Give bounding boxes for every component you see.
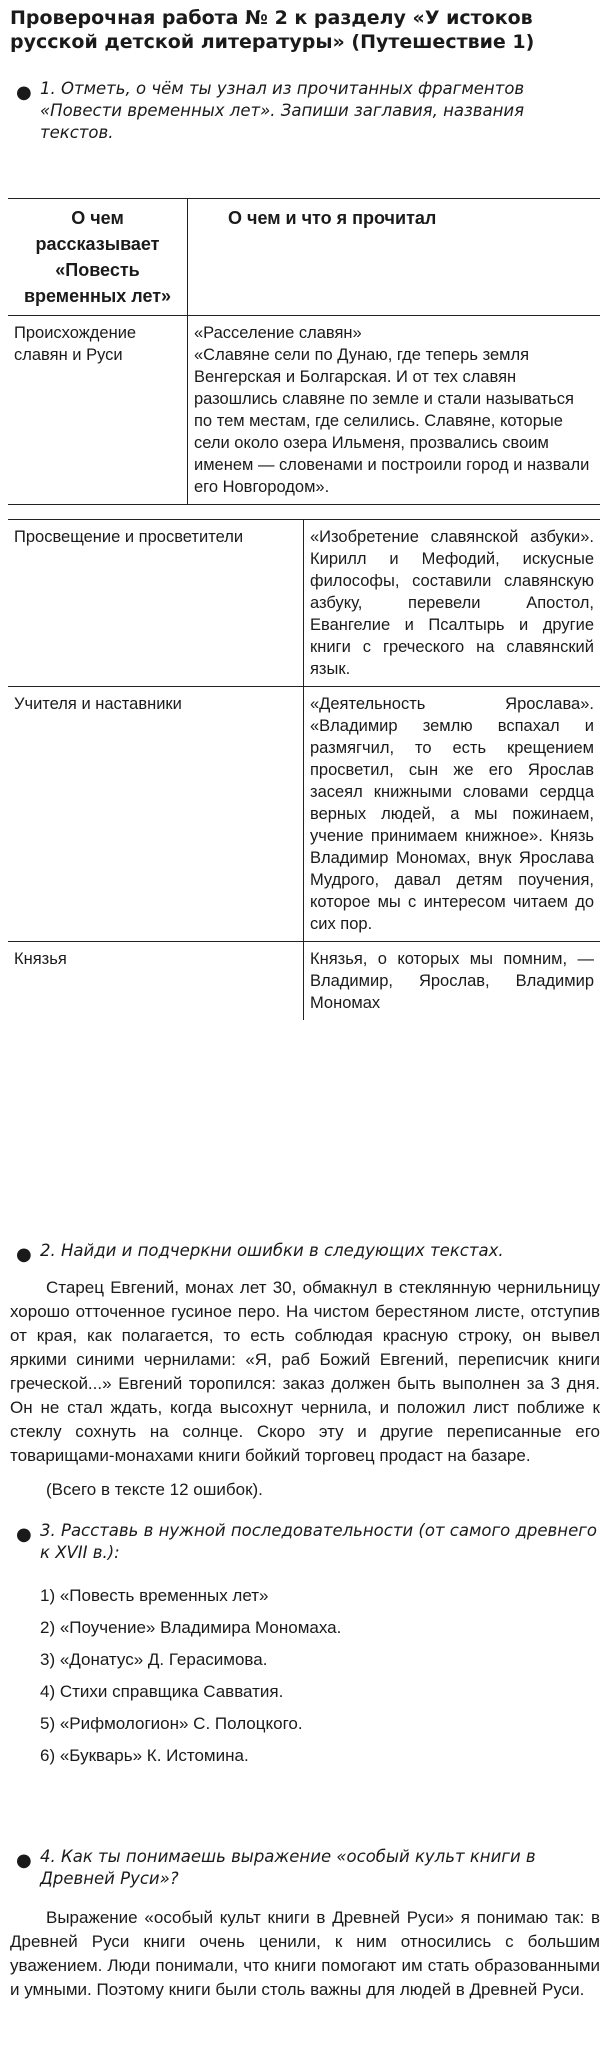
error-count-note: (Всего в тексте 12 ошибок).: [46, 1480, 263, 1499]
bullet-icon: ●: [16, 1524, 32, 1545]
bullet-icon: ●: [16, 82, 32, 103]
task-2-text: 2. Найди и подчеркни ошибки в следующих текстах.: [40, 1241, 504, 1260]
table-row: [8, 519, 600, 686]
table-row: [8, 315, 600, 504]
table-cell-topic: Учителя и наставники: [8, 687, 304, 941]
list-item: 2) «Поучение» Владимира Мономаха.: [40, 1618, 342, 1637]
bullet-icon: ●: [16, 1244, 32, 1265]
list-item: 1) «Повесть временных лет»: [40, 1586, 269, 1605]
chronicle-table: [8, 198, 600, 1020]
table-header-topic: О чем рассказывает «Повесть временных лет»: [8, 199, 188, 315]
task-3-text: 3. Расставь в нужной последовательности (от самого древнего к XVII в.):: [40, 1521, 597, 1562]
answer-paragraph: Выражение «особый культ книги в Древней Руси» я понимаю так: в Древней Руси книги очень ценили, к ним относились с большим уважением. Люди понимали, что книги помогают им стать образованными и умными. Поэтому книги были столь важны для людей в Древней Руси.: [10, 1908, 600, 1999]
task-4-text: 4. Как ты понимаешь выражение «особый культ книги в Древней Руси»?: [40, 1847, 536, 1888]
ordered-list: [40, 1580, 580, 1772]
list-item: 5) «Рифмологион» С. Полоцкого.: [40, 1714, 303, 1733]
task-2: [10, 1240, 600, 1265]
page-title: Проверочная работа № 2 к разделу «У истоков русской детской литературы» (Путешествие 1): [10, 7, 535, 53]
list-item: 6) «Букварь» К. Истомина.: [40, 1746, 249, 1765]
list-item: 4) Стихи справщика Савватия.: [40, 1682, 284, 1701]
table-header-read: О чем и что я прочитал: [228, 208, 437, 228]
task-3: [10, 1520, 600, 1564]
table-cell-text: Князья, о которых мы помним, — Владимир, Ярослав, Владимир Мономах: [310, 950, 594, 1012]
table-cell-text: «Расселение славян» «Славяне сели по Дунаю, где теперь земля Венгерская и Болгарская. И от тех славян разошлись славяне по земле и стали называться по тем местам, где селились. Славяне, которые сели около озера Ильменя, прозвались своим именем — словенами и построили город и назвали его Новгородом».: [194, 324, 590, 496]
table-cell-text: «Изобретение славянской азбуки». Кирилл и Мефодий, искусные философы, составили славянскую азбуку, перевели Апостол, Евангелие и Псалтырь и другие книги с греческого на славянский язык.: [310, 528, 594, 678]
table-cell-topic: Происхождение славян и Руси: [8, 316, 188, 504]
bullet-icon: ●: [16, 1850, 32, 1871]
task-1-text: 1. Отметь, о чём ты узнал из прочитанных фрагментов «Повести временных лет». Запиши заглавия, названия текстов.: [40, 79, 525, 142]
table-cell-topic: Князья: [8, 942, 304, 1020]
table-cell-text: «Деятельность Ярослава». «Владимир землю вспахал и размягчил, то есть крещением просветил, сын же его Ярослав засеял книжными словами сердца верных людей, а мы пожинаем, учение принимаем книжное». Князь Владимир Мономах, внук Ярослава Мудрого, давал детям поучения, которое мы с интересом читаем до сих пор.: [310, 695, 594, 933]
table-cell-topic: Просвещение и просветители: [8, 520, 304, 686]
task-1: [10, 78, 600, 144]
task-4: [10, 1846, 600, 1890]
table-row: [8, 941, 600, 1020]
table-divider: [8, 504, 600, 519]
error-text-paragraph: Старец Евгений, монах лет 30, обмакнул в стеклянную чернильницу хорошо отточенное гусиное перо. На чистом берестяном листе, отступив от края, как полагается, то есть соблюдая красную строку, он вывел яркими синими чернилами: «Я, раб Божий Евгений, переписчик книги греческой...» Евгений торопился: заказ должен быть выполнен за 3 дня. Он не стал ждать, когда высохнут чернила, и положил лист поближе к стеклу сохнуть на солнце. Скоро эту и другие переписанные его товарищами-монахами книги бойкий торговец продаст на базаре.: [10, 1278, 600, 1465]
table-header-row: [8, 198, 600, 315]
table-row: [8, 686, 600, 941]
list-item: 3) «Донатус» Д. Герасимова.: [40, 1650, 268, 1669]
